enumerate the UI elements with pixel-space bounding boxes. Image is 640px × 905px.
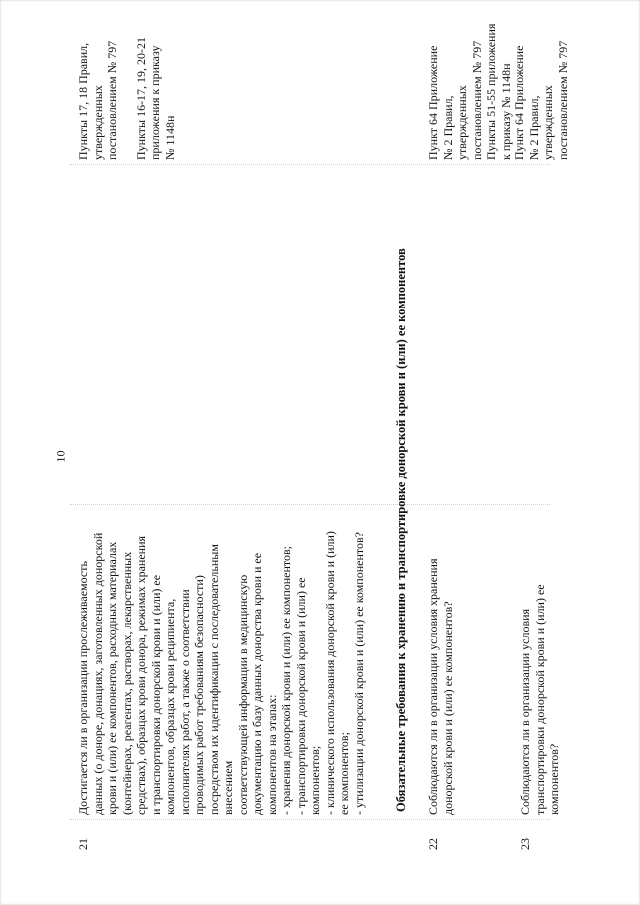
requirement-22 — [426, 510, 455, 815]
reference-line: Пункты 51-55 приложения — [484, 23, 498, 160]
requirement-line: компонентов на этапах: — [264, 694, 279, 815]
reference-22 — [426, 23, 513, 160]
requirement-line: исполнителях работ, а также о соответствии — [177, 589, 192, 815]
requirement-line: внесением — [221, 760, 235, 815]
column-divider — [70, 164, 550, 165]
requirement-line: Соблюдаются ли в организации условия — [518, 608, 532, 815]
reference-line: Пункт 64 Приложение — [426, 45, 440, 160]
requirement-line: компонентов, образцах крови реципиента, — [163, 598, 177, 815]
requirement-line: компонентов? — [547, 743, 561, 815]
reference-line: № 1148н — [162, 115, 177, 160]
requirement-line: - транспортировки донорской крови и (или) ее — [293, 577, 308, 815]
requirement-line: средствах), образцах крови донора, режимах хранения — [134, 535, 148, 815]
rotated-table-sheet — [70, 20, 570, 850]
requirement-line: - клинического использования донорской крови и (или) — [322, 531, 337, 815]
requirement-line: Достигается ли в организации прослеживаемость — [76, 561, 90, 815]
reference-line: постановлением № 797 — [555, 40, 570, 160]
reference-21 — [76, 35, 177, 160]
requirement-line: документацию и базу данных донорства крови и ее — [250, 552, 264, 815]
reference-line: № 2 Правил, — [440, 95, 455, 160]
requirement-line: посредством их идентификации с последовательным — [206, 544, 221, 815]
reference-line: № 2 Правил, — [526, 95, 541, 160]
requirement-line: транспортировки донорской крови и (или) ее — [532, 584, 547, 815]
reference-line: утвержденных — [541, 85, 555, 160]
requirement-23 — [518, 510, 562, 815]
requirement-line: компонентов; — [308, 745, 322, 815]
reference-line: утвержденных — [90, 85, 105, 160]
column-divider — [70, 504, 550, 505]
requirement-21 — [76, 510, 366, 815]
row-number-23: 23 — [518, 838, 532, 850]
reference-line: утвержденных — [455, 85, 469, 160]
requirement-line: соответствующей информации в медицинскую — [235, 574, 250, 815]
reference-line: Пункты 16-17, 19, 20-21 — [133, 36, 148, 160]
requirement-line: проводимых работ требованиям безопасности) — [192, 575, 206, 815]
reference-line: постановлением № 797 — [105, 40, 119, 160]
reference-line: к приказу № 1148н — [498, 63, 513, 160]
reference-line: приложения к приказу — [148, 45, 162, 160]
reference-line: Пункт 64 Приложение — [512, 45, 526, 160]
requirement-line: ее компонентов; — [337, 732, 351, 815]
section-heading: Обязательные требования к хранению и транспортировке донорской крови и (или) ее компонентов — [394, 248, 408, 812]
requirement-line: Соблюдаются ли в организации условия хранения — [426, 558, 440, 815]
reference-23 — [512, 35, 570, 160]
reference-line: постановлением № 797 — [469, 40, 484, 160]
row-number-21: 21 — [76, 838, 90, 850]
requirement-line: - утилизации донорской крови и (или) ее компонентов? — [351, 532, 366, 815]
requirement-line: (контейнерах, реагентах, растворах, лекарственных — [119, 551, 134, 815]
requirement-line: донорской крови и (или) ее компонентов? — [440, 601, 455, 815]
column-divider — [70, 819, 550, 820]
page-number: 10 — [53, 450, 68, 463]
requirement-line: - хранения донорской крови и (или) ее компонентов; — [279, 545, 293, 815]
requirement-line: и транспортировки донорской крови и (или) ее — [148, 574, 163, 815]
requirement-line: данных (о доноре, донациях, заготовленных донорской — [90, 532, 105, 815]
row-number-22: 22 — [426, 838, 440, 850]
requirement-line: крови и (или) ее компонентов, расходных материалах — [105, 541, 119, 815]
reference-line: Пункты 17, 18 Правил, — [76, 42, 90, 160]
